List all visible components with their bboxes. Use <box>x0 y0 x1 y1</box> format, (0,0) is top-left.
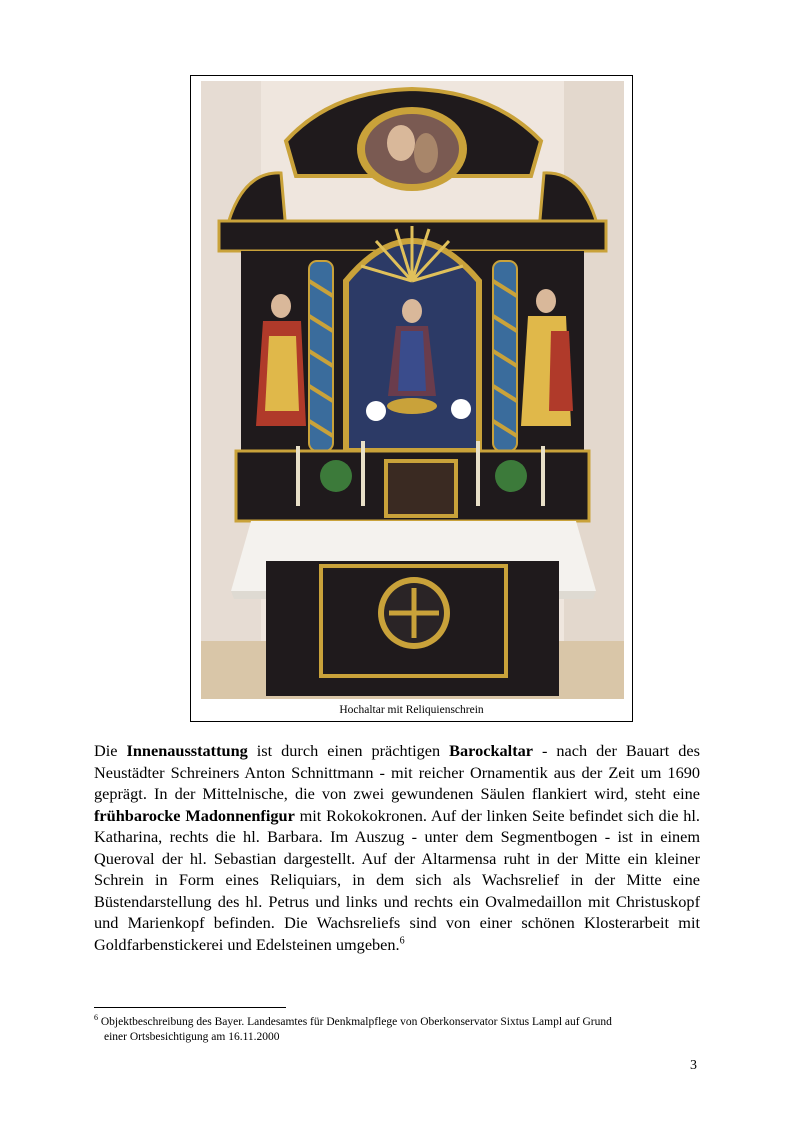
body-text-segment: ist durch einen prächtigen <box>247 741 450 760</box>
footnote-reference[interactable]: 6 <box>399 935 405 947</box>
body-text-segment: - nach der Bauart des Neustädter Schreiners Anton Schnittmann - mit reicher Ornamentik aus der Zeit um 1690 geprägt. In der Mittelnische, die von zwei gewundenen Säulen flankiert wird, steht eine <box>94 741 700 803</box>
body-bold-term: Barockaltar <box>449 741 533 760</box>
body-paragraph <box>94 740 700 955</box>
footnote-line: Objektbeschreibung des Bayer. Landesamtes für Denkmalpflege von Oberkonservator Sixtus Lampl auf Grund <box>100 1016 612 1028</box>
body-text-segment: Die <box>94 741 127 760</box>
footnote <box>94 1015 714 1045</box>
footnote-line: einer Ortsbesichtigung am 16.11.2000 <box>104 1031 280 1043</box>
figure-frame <box>190 75 633 722</box>
footnote-number: 6 <box>94 1013 98 1023</box>
page-number: 3 <box>690 1058 697 1073</box>
altar-photo <box>201 81 624 699</box>
body-bold-term: Innenausstattung <box>126 741 248 760</box>
footnote-separator <box>94 1007 286 1008</box>
body-text-segment: mit Rokokokronen. Auf der linken Seite befindet sich die hl. Katharina, rechts die hl. Barbara. Im Auszug - unter dem Segmentbogen - ist in einem Queroval der hl. Sebastian dargestellt. Auf der Altarmensa ruht in der Mitte ein kleiner Schrein in Form eines Reliquiars, in dem sich als Wachsrelief in der Mitte eine Büstendarstellung des hl. Petrus und links und rechts ein Ovalmedaillon mit Christuskopf und Marienkopf befinden. Die Wachsreliefs sind von einer schönen Klosterarbeit mit Goldfarbenstickerei und Edelsteinen umgeben. <box>94 805 700 954</box>
body-bold-term: frühbarocke Madonnenfigur <box>94 805 295 825</box>
figure-caption: Hochaltar mit Reliquienschrein <box>339 704 484 716</box>
